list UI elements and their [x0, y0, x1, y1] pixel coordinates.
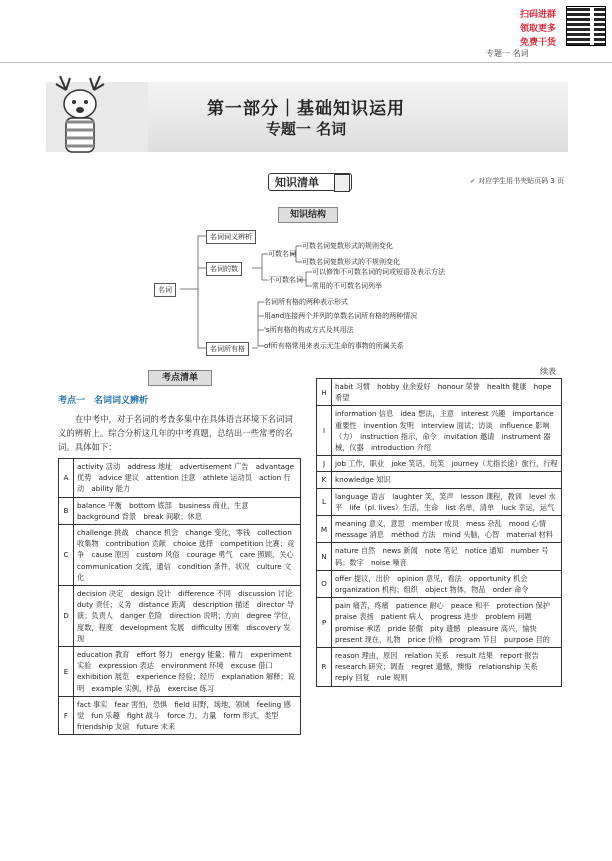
part-title: 第一部分｜基础知识运用	[207, 99, 405, 119]
qr-code-frame	[566, 6, 606, 46]
tree-root-noun: 名词	[154, 283, 176, 297]
tree-leaf: of所有格常用来表示无生命的事物的所属关系	[264, 342, 404, 350]
table-row	[317, 543, 562, 570]
letter-cell: A	[59, 459, 74, 498]
header-divider	[0, 62, 612, 63]
words-cell: habit 习惯 hobby 业余爱好 honour 荣誉 health 健康 hope 希望	[332, 379, 562, 406]
letter-cell: R	[317, 648, 332, 687]
letter-cell: L	[317, 488, 332, 515]
tree-leaf: 名词所有格的两种表示形式	[264, 298, 348, 306]
tree-leaf: 常用的不可数名词列举	[312, 282, 382, 290]
continued-label: 续表	[540, 367, 556, 376]
letter-cell: M	[317, 516, 332, 543]
words-cell: information 信息 idea 想法，主意 interest 兴趣 importance 重要性 invention 发明 interview 面试；访谈 influence 影响（力） instruction 指示，命令 invitation 邀请 instrument 器械，仪器 introduction 介绍	[332, 406, 562, 456]
tree-leaf: 可以修饰不可数名词的词或短语及表示方法	[312, 268, 445, 276]
letter-cell: J	[317, 456, 332, 472]
structure-tag: 知识结构	[278, 207, 338, 223]
words-cell: balance 平衡 bottom 底部 business 商业，生意 background 背景 break 间歇；休息	[74, 497, 301, 524]
table-row	[59, 586, 301, 647]
table-row	[59, 497, 301, 524]
tree-node-number: 名词的数	[206, 262, 242, 276]
letter-cell: E	[59, 647, 74, 697]
words-cell: pain 痛苦，疼痛 patience 耐心 peace 和平 protection 保护 praise 表扬 patient 病人 progress 进步 problem 问题 promise 承诺 pride 骄傲 pity 遗憾 pleasure 高兴，愉快 present 现在，礼物 price 价格 program 节目 purpose 目的	[332, 598, 562, 648]
knowledge-list-badge: 知识清单	[268, 173, 352, 191]
points-tag: 考点清单	[148, 370, 212, 386]
tree-node-possessive: 名词所有格	[206, 342, 249, 356]
tree-node-countable: 可数名词	[268, 250, 296, 258]
table-row	[59, 459, 301, 498]
letter-cell: O	[317, 570, 332, 597]
letter-cell: N	[317, 543, 332, 570]
words-cell: reason 理由，原因 relation 关系 result 结果 report 报告 research 研究；调查 regret 遗憾，懊悔 relationship 关系 reply 回复 rule 规则	[332, 648, 562, 687]
section-heading: 考点一 名词词义辨析	[58, 396, 149, 406]
words-cell: language 语言 laughter 笑，笑声 lesson 课程，教训 level 水平 life（pl. lives）生活，生命 list 名单，清单 luck 幸运，运气	[332, 488, 562, 515]
tree-leaf: 用and连接两个并列的单数名词所有格的两种情况	[264, 312, 418, 320]
words-cell: job 工作，职业 joke 笑话，玩笑 journey（尤指长途）旅行，行程	[332, 456, 562, 472]
table-row	[317, 406, 562, 456]
reference-note-text: 对应学生用书夹贴页码 3 页	[478, 177, 564, 185]
letter-cell: K	[317, 472, 332, 488]
tree-leaf: 可数名词复数形式的不规则变化	[302, 258, 400, 266]
promo-text	[520, 8, 556, 50]
table-row	[59, 696, 301, 735]
table-row	[59, 647, 301, 697]
words-cell: nature 自然 news 新闻 note 笔记 notice 通知 number 号码；数字 noise 噪音	[332, 543, 562, 570]
words-cell: activity 活动 address 地址 advertisement 广告 advantage 优势 advice 建议 attention 注意 athlete 运动员 action 行动 ability 能力	[74, 459, 301, 498]
words-cell: meaning 意义，意思 member 成员 mess 杂乱 mood 心情 message 消息 method 方法 mind 头脑，心智 material 材料	[332, 516, 562, 543]
table-row	[317, 648, 562, 687]
vocab-table-right	[316, 378, 562, 687]
words-cell: fact 事实 fear 害怕，恐惧 field 田野，场地，领域 feeling 感觉 fun 乐趣 fight 战斗 force 力，力量 form 形式，类型 friendship 友谊 future 未来	[74, 696, 301, 735]
letter-cell: H	[317, 379, 332, 406]
table-row	[317, 472, 562, 488]
running-header: 专题一 名词	[486, 49, 529, 58]
words-cell: offer 提议，出价 opinion 意见，看法 opportunity 机会 organization 机构；组织 object 物体，物品 order 命令	[332, 570, 562, 597]
table-row	[317, 570, 562, 597]
words-cell: knowledge 知识	[332, 472, 562, 488]
tree-leaf: 可数名词复数形式的规则变化	[302, 242, 393, 250]
table-row	[317, 379, 562, 406]
topic-title: 专题一 名词	[265, 120, 347, 138]
promo-line: 扫码进群	[520, 10, 557, 20]
promo-line: 免费干货	[520, 38, 557, 48]
promo-line: 领取更多	[520, 24, 557, 34]
tree-leaf: 's所有格的构成方式及其用法	[264, 326, 354, 334]
table-row	[317, 516, 562, 543]
letter-cell: D	[59, 586, 74, 647]
letter-cell: I	[317, 406, 332, 456]
vocab-table-left	[58, 458, 301, 735]
notebook-icon	[334, 174, 350, 192]
tree-node-meaning: 名词词义辨析	[206, 230, 256, 244]
table-row	[317, 456, 562, 472]
letter-cell: B	[59, 497, 74, 524]
table-row	[59, 525, 301, 586]
letter-cell: P	[317, 598, 332, 648]
table-row	[317, 598, 562, 648]
knowledge-tree	[150, 226, 480, 356]
tree-node-uncountable: 不可数名词	[268, 276, 303, 284]
words-cell: decision 决定 design 设计 difference 不同 discussion 讨论 duty 责任；义务 distance 距离 description 描述 director 导演；负责人 danger 危险 direction 说明；方向 degree 学位，度数，程度 development 发展 difficulty 困难 discovery 发现	[74, 586, 301, 647]
reference-note: ✓ 对应学生用书夹贴页码 3 页	[470, 177, 564, 185]
intro-paragraph: 在中考中，对于名词的考查多集中在具体语言环境下名词词义的辨析上。综合分析这几年的中考真题，总结出一些常考的名词。具体如下：	[58, 414, 293, 452]
letter-cell: F	[59, 696, 74, 735]
words-cell: challenge 挑战 chance 机会 change 变化，零钱 collection 收集物 contribution 贡献 choice 选择 competition 比赛；竞争 cause 原因 custom 风俗 courage 勇气 care 照顾，关心 communication 交流，通信 condition 条件，状况 culture 文化	[74, 525, 301, 586]
table-row	[317, 488, 562, 515]
words-cell: education 教育 effort 努力 energy 能量；精力 experiment 实验 expression 表达 environment 环境 excuse 借口 exhibition 展览 experience 经验；经历 explanation 解释；说明 example 实例，样品 exercise 练习	[74, 647, 301, 697]
letter-cell: C	[59, 525, 74, 586]
